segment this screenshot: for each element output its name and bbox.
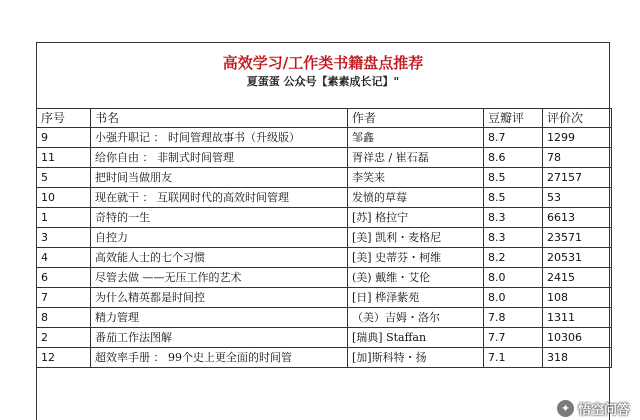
cell-book-name: 自控力 bbox=[91, 228, 348, 248]
cell-reviews: 1311 bbox=[543, 308, 612, 328]
cell-author: [美] 史蒂芬・柯维 bbox=[348, 248, 484, 268]
header-reviews: 评价次 bbox=[543, 109, 612, 128]
cell-reviews: 318 bbox=[543, 348, 612, 368]
table-row bbox=[37, 348, 612, 368]
cell-book-name: 奇特的一生 bbox=[91, 208, 348, 228]
cell-no: 11 bbox=[37, 148, 91, 168]
cell-score: 8.2 bbox=[484, 248, 543, 268]
cell-book-name: 小强升职记 ： 时间管理故事书（升级版） bbox=[91, 128, 348, 148]
cell-author: [苏] 格拉宁 bbox=[348, 208, 484, 228]
cell-reviews: 23571 bbox=[543, 228, 612, 248]
header-score: 豆瓣评 bbox=[484, 109, 543, 128]
cell-no: 6 bbox=[37, 268, 91, 288]
cell-score: 8.6 bbox=[484, 148, 543, 168]
cell-book-name: 超效率手册 ： 99个史上更全面的时间管 bbox=[91, 348, 348, 368]
bottom-fade bbox=[37, 400, 609, 420]
cell-reviews: 1299 bbox=[543, 128, 612, 148]
cell-no: 10 bbox=[37, 188, 91, 208]
cell-book-name: 精力管理 bbox=[91, 308, 348, 328]
cell-score: 7.7 bbox=[484, 328, 543, 348]
cell-score: 8.5 bbox=[484, 188, 543, 208]
cell-score: 8.0 bbox=[484, 288, 543, 308]
sheet-title: 高效学习/工作类书籍盘点推荐 bbox=[222, 54, 424, 72]
table-row bbox=[37, 148, 612, 168]
wukong-logo-icon: ✦ bbox=[557, 400, 574, 417]
cell-score: 7.1 bbox=[484, 348, 543, 368]
header-no: 序号 bbox=[37, 109, 91, 128]
cell-author: (美) 戴维・艾伦 bbox=[348, 268, 484, 288]
cell-reviews: 2415 bbox=[543, 268, 612, 288]
table-row bbox=[37, 208, 612, 228]
cell-author: 邹鑫 bbox=[348, 128, 484, 148]
cell-reviews: 6613 bbox=[543, 208, 612, 228]
cell-book-name: 尽管去做 ——无压工作的艺术 bbox=[91, 268, 348, 288]
cell-score: 8.0 bbox=[484, 268, 543, 288]
header-name: 书名 bbox=[91, 109, 348, 128]
cell-book-name: 给你自由 ： 非制式时间管理 bbox=[91, 148, 348, 168]
cell-book-name: 番茄工作法图解 bbox=[91, 328, 348, 348]
cell-no: 12 bbox=[37, 348, 91, 368]
table-header-row bbox=[37, 109, 612, 128]
cell-author: [日] 桦泽紫苑 bbox=[348, 288, 484, 308]
cell-no: 8 bbox=[37, 308, 91, 328]
cell-author: [瑞典] Staffan bbox=[348, 328, 484, 348]
cell-author: [美] 凯利・麦格尼 bbox=[348, 228, 484, 248]
book-list-sheet bbox=[36, 42, 610, 420]
cell-author: [加]斯科特・扬 bbox=[348, 348, 484, 368]
table-row bbox=[37, 188, 612, 208]
cell-reviews: 53 bbox=[543, 188, 612, 208]
cell-no: 4 bbox=[37, 248, 91, 268]
cell-score: 8.3 bbox=[484, 228, 543, 248]
cell-reviews: 78 bbox=[543, 148, 612, 168]
table-row bbox=[37, 268, 612, 288]
cell-score: 8.3 bbox=[484, 208, 543, 228]
header-author: 作者 bbox=[348, 109, 484, 128]
sheet-subtitle: 夏蛋蛋 公众号【素素成长记】" bbox=[246, 75, 400, 88]
cell-no: 2 bbox=[37, 328, 91, 348]
cell-reviews: 20531 bbox=[543, 248, 612, 268]
cell-reviews: 108 bbox=[543, 288, 612, 308]
cell-no: 9 bbox=[37, 128, 91, 148]
cell-no: 5 bbox=[37, 168, 91, 188]
watermark bbox=[557, 399, 630, 417]
cell-no: 1 bbox=[37, 208, 91, 228]
cell-author: （美）吉姆・洛尔 bbox=[348, 308, 484, 328]
cell-book-name: 现在就干 ： 互联网时代的高效时间管理 bbox=[91, 188, 348, 208]
table-row bbox=[37, 248, 612, 268]
cell-score: 7.8 bbox=[484, 308, 543, 328]
table-row bbox=[37, 288, 612, 308]
cell-score: 8.5 bbox=[484, 168, 543, 188]
table-row bbox=[37, 308, 612, 328]
cell-reviews: 10306 bbox=[543, 328, 612, 348]
watermark-text: 悟空问答 bbox=[577, 402, 630, 418]
table-row bbox=[37, 128, 612, 148]
cell-author: 发愤的草莓 bbox=[348, 188, 484, 208]
table-row bbox=[37, 228, 612, 248]
cell-author: 胥祥忠 / 崔石磊 bbox=[348, 148, 484, 168]
cell-no: 7 bbox=[37, 288, 91, 308]
table-row bbox=[37, 328, 612, 348]
cell-score: 8.7 bbox=[484, 128, 543, 148]
cell-no: 3 bbox=[37, 228, 91, 248]
cell-book-name: 高效能人士的七个习惯 bbox=[91, 248, 348, 268]
cell-author: 李笑来 bbox=[348, 168, 484, 188]
cell-book-name: 为什么精英都是时间控 bbox=[91, 288, 348, 308]
book-table bbox=[36, 108, 612, 368]
cell-reviews: 27157 bbox=[543, 168, 612, 188]
cell-book-name: 把时间当做朋友 bbox=[91, 168, 348, 188]
table-row bbox=[37, 168, 612, 188]
